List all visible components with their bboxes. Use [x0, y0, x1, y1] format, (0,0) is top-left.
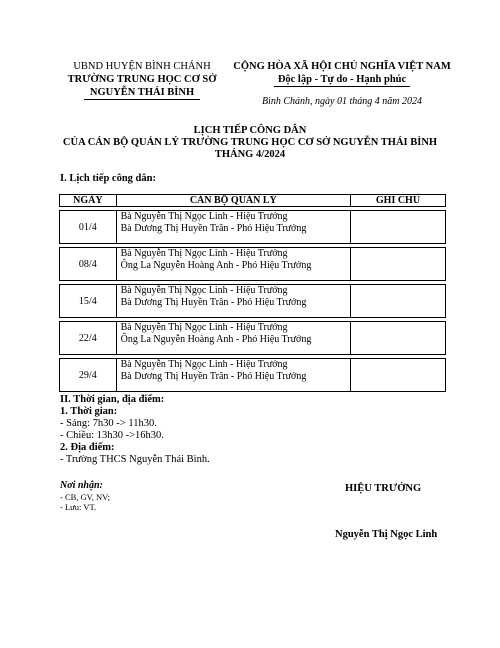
recipients-label: Nơi nhận: [60, 480, 103, 491]
table-row [60, 211, 446, 244]
section-2-heading: II. Thời gian, địa điểm: [60, 394, 165, 405]
afternoon-time: - Chiều: 13h30 ->16h30. [60, 430, 164, 441]
title-line-1: LỊCH TIẾP CÔNG DÂN [193, 125, 307, 136]
schedule-table [59, 194, 446, 392]
row-note [350, 322, 445, 355]
table-header-row [60, 195, 446, 207]
column-header-day: NGÀY [60, 195, 117, 207]
section-1-heading: I. Lịch tiếp công dân: [60, 173, 156, 184]
column-header-staff: CÁN BỘ QUẢN LÝ [116, 195, 350, 207]
table-row [60, 322, 446, 355]
row-staff [116, 285, 350, 318]
place-heading: 2. Địa điểm: [60, 442, 115, 453]
national-header [222, 60, 462, 87]
table-row [60, 359, 446, 392]
national-motto: Độc lập - Tự do - Hạnh phúc [274, 73, 410, 87]
row-note [350, 285, 445, 318]
title-line-3: THÁNG 4/2024 [214, 149, 286, 160]
staff-line: Bà Nguyễn Thị Ngọc Linh - Hiệu Trưởng [120, 285, 288, 296]
table-row [60, 285, 446, 318]
row-day: 08/4 [60, 248, 117, 281]
row-note [350, 359, 445, 392]
place-value: - Trường THCS Nguyễn Thái Bình. [60, 454, 210, 465]
row-day: 15/4 [60, 285, 117, 318]
staff-line: Bà Dương Thị Huyền Trân - Phó Hiệu Trưởng [120, 371, 307, 382]
staff-line: Bà Nguyễn Thị Ngọc Linh - Hiệu Trưởng [120, 322, 288, 333]
row-day: 01/4 [60, 211, 117, 244]
staff-line: Bà Dương Thị Huyền Trân - Phó Hiệu Trưởng [120, 297, 307, 308]
signer-title: HIỆU TRƯỞNG [345, 483, 422, 494]
row-staff [116, 322, 350, 355]
document-title [30, 125, 470, 161]
row-staff [116, 359, 350, 392]
staff-line: Bà Nguyễn Thị Ngọc Linh - Hiệu Trưởng [120, 211, 288, 222]
column-header-note: GHI CHÚ [350, 195, 445, 207]
recipients-block [60, 480, 110, 512]
staff-line: Ông La Nguyễn Hoàng Anh - Phó Hiệu Trưởng [120, 260, 312, 271]
row-day: 22/4 [60, 322, 117, 355]
row-note [350, 248, 445, 281]
national-title: CỘNG HÒA XÃ HỘI CHỦ NGHĨA VIỆT NAM [233, 61, 451, 72]
signer-name: Nguyễn Thị Ngọc Linh [335, 529, 438, 540]
recipient-item: - CB, GV, NV; [60, 492, 110, 502]
morning-time: - Sáng: 7h30 -> 11h30. [60, 418, 157, 429]
issue-date: Bình Chánh, ngày 01 tháng 4 năm 2024 [262, 96, 422, 107]
staff-line: Bà Nguyễn Thị Ngọc Linh - Hiệu Trưởng [120, 248, 288, 259]
section-2 [60, 394, 210, 466]
staff-line: Ông La Nguyễn Hoàng Anh - Phó Hiệu Trưởng [120, 334, 312, 345]
issuer-header [42, 60, 242, 100]
staff-line: Bà Nguyễn Thị Ngọc Linh - Hiệu Trưởng [120, 359, 288, 370]
recipient-item: - Lưu: VT. [60, 502, 97, 512]
title-line-2: CỦA CÁN BỘ QUẢN LÝ TRƯỜNG TRUNG HỌC CƠ SỞ NGUYỄN THÁI BÌNH [62, 137, 438, 148]
time-heading: 1. Thời gian: [60, 406, 118, 417]
staff-line: Bà Dương Thị Huyền Trân - Phó Hiệu Trưởng [120, 223, 307, 234]
row-staff [116, 248, 350, 281]
table-row [60, 248, 446, 281]
issuer-line-1: UBND HUYỆN BÌNH CHÁNH [73, 61, 211, 72]
row-note [350, 211, 445, 244]
row-staff [116, 211, 350, 244]
issuer-line-2: TRƯỜNG TRUNG HỌC CƠ SỞ [67, 74, 217, 85]
row-day: 29/4 [60, 359, 117, 392]
issuer-line-3: NGUYỄN THÁI BÌNH [84, 86, 200, 100]
